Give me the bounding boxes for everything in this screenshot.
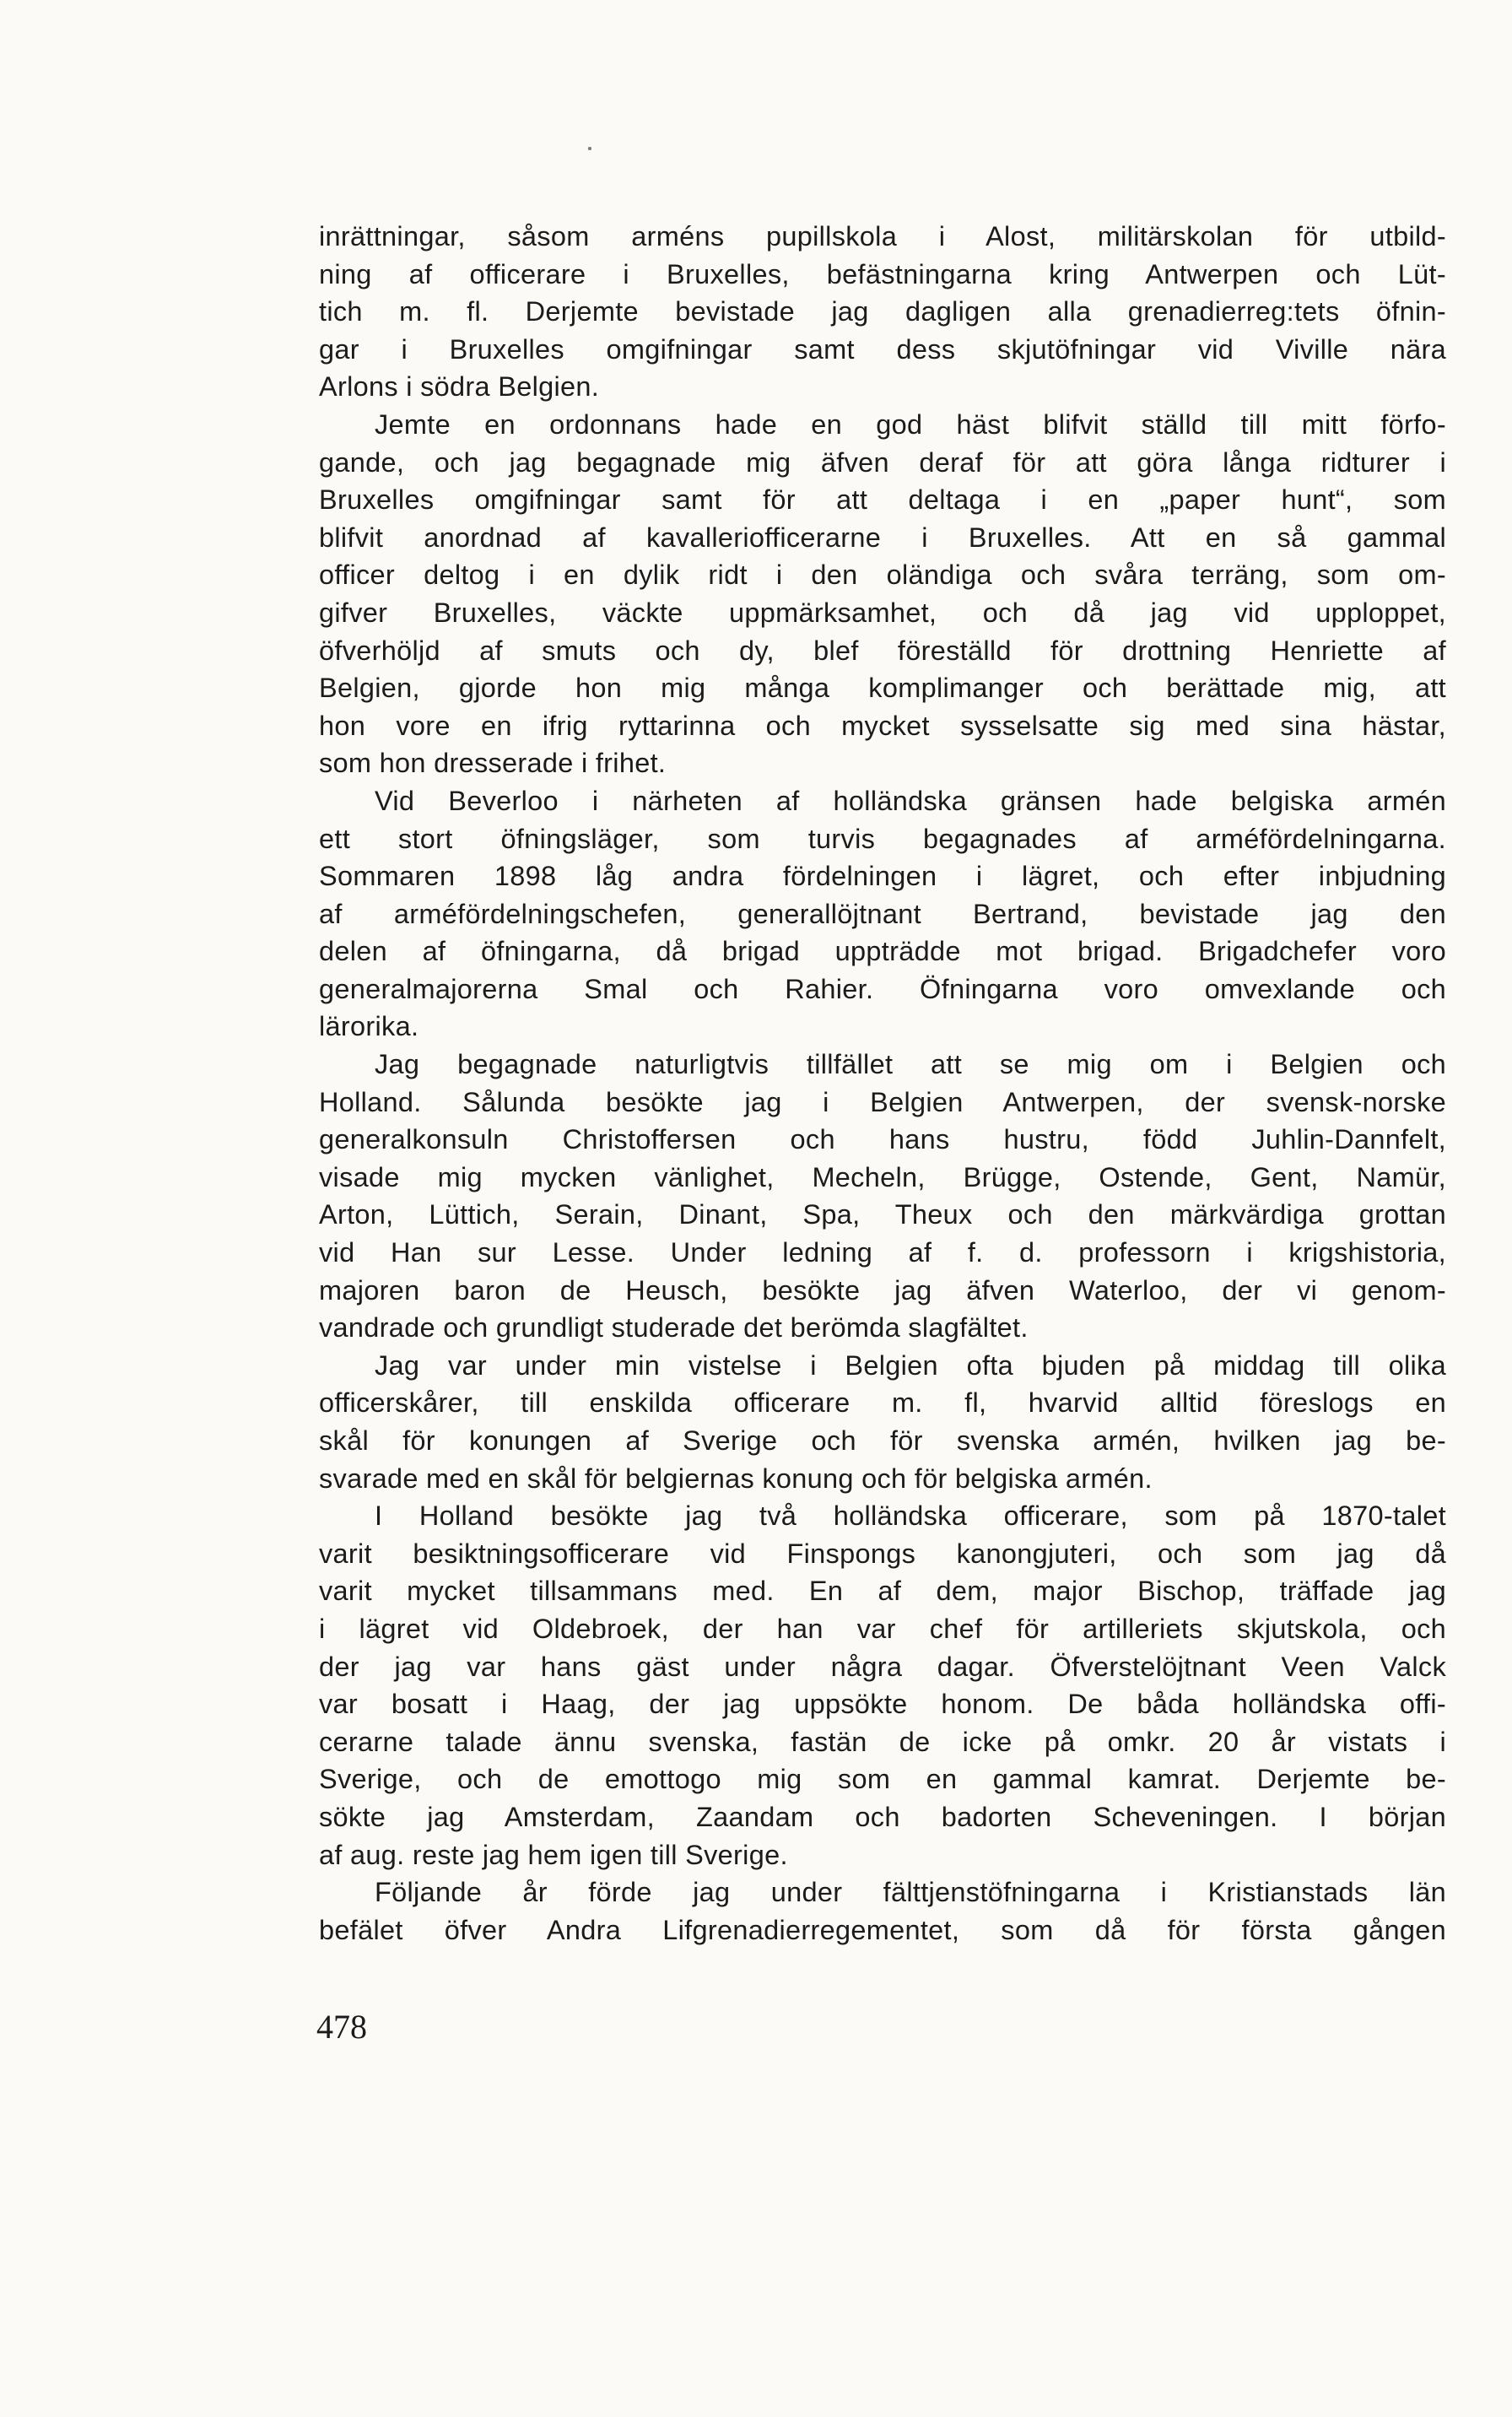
text-line: Följande år förde jag under fälttjenstöfningarna i Kristianstads län — [375, 1877, 1446, 1908]
text-line: sökte jag Amsterdam, Zaandam och badorten Scheveningen. I början — [319, 1801, 1446, 1832]
text-line: Belgien, gjorde hon mig många komplimanger och berättade mig, att — [319, 673, 1446, 704]
text-line: gande, och jag begagnade mig äfven deraf för att göra långa ridturer i — [319, 446, 1446, 478]
text-line: delen af öfningarna, då brigad uppträdde mot brigad. Brigadchefer voro — [319, 936, 1446, 967]
text-line: generalmajorerna Smal och Rahier. Öfningarna voro omvexlande och — [319, 973, 1446, 1004]
text-line: befälet öfver Andra Lifgrenadierregementet, som då för första gången — [319, 1914, 1446, 1945]
body-text — [319, 218, 1446, 1949]
text-line: officer deltog i en dylik ridt i den oländiga och svåra terräng, som om- — [319, 560, 1446, 591]
text-line: ning af officerare i Bruxelles, befästningarna kring Antwerpen och Lüt- — [319, 258, 1446, 289]
text-line: vandrade och grundligt studerade det berömda slagfältet. — [319, 1312, 1029, 1344]
text-line: Sommaren 1898 låg andra fördelningen i lägret, och efter inbjudning — [319, 861, 1446, 892]
text-line: inrättningar, såsom arméns pupillskola i Alost, militärskolan för utbild- — [319, 221, 1446, 251]
text-line: i lägret vid Oldebroek, der han var chef för artilleriets skjutskola, och — [319, 1613, 1446, 1644]
text-line: Sverige, och de emottogo mig som en gammal kamrat. Derjemte be- — [319, 1764, 1446, 1795]
print-speck — [588, 147, 591, 150]
text-line: cerarne talade ännu svenska, fastän de icke på omkr. 20 år vistats i — [319, 1726, 1446, 1757]
text-line: officerskårer, till enskilda officerare m. fl, hvarvid alltid föreslogs en — [319, 1387, 1446, 1419]
text-line: Bruxelles omgifningar samt för att deltaga i en „paper hunt“, som — [319, 484, 1446, 516]
text-line: varit besiktningsofficerare vid Finspongs kanongjuteri, och som jag då — [319, 1538, 1446, 1569]
text-line: Arton, Lüttich, Serain, Dinant, Spa, Theux och den märkvärdiga grottan — [319, 1199, 1446, 1230]
text-line: öfverhöljd af smuts och dy, blef föreställd för drottning Henriette af — [319, 635, 1446, 666]
text-line: gar i Bruxelles omgifningar samt dess skjutöfningar vid Viville nära — [319, 333, 1446, 365]
text-line: skål för konungen af Sverige och för svenska armén, hvilken jag be- — [319, 1425, 1446, 1456]
text-line: var bosatt i Haag, der jag uppsökte honom. De båda holländska offi- — [319, 1689, 1446, 1720]
text-line: Arlons i södra Belgien. — [319, 371, 600, 403]
text-line: hon vore en ifrig ryttarinna och mycket sysselsatte sig med sina hästar, — [319, 710, 1446, 741]
text-line: Jag begagnade naturligtvis tillfället att se mig om i Belgien och — [375, 1049, 1446, 1080]
text-line: Jemte en ordonnans hade en god häst blifvit ställd till mitt förfo- — [375, 408, 1446, 440]
text-line: Jag var under min vistelse i Belgien ofta bjuden på middag till olika — [375, 1349, 1446, 1381]
text-line: der jag var hans gäst under några dagar. Öfverstelöjtnant Veen Valck — [319, 1651, 1446, 1682]
text-line: gifver Bruxelles, väckte uppmärksamhet, och då jag vid upploppet, — [319, 597, 1446, 628]
text-line: Vid Beverloo i närheten af holländska gränsen hade belgiska armén — [375, 785, 1446, 816]
text-line: af arméfördelningschefen, generallöjtnant Bertrand, bevistade jag den — [319, 898, 1446, 929]
text-line: I Holland besökte jag två holländska officerare, som på 1870-talet — [375, 1500, 1446, 1532]
text-line: ett stort öfningsläger, som turvis begagnades af arméfördelningarna. — [319, 823, 1446, 854]
text-line: generalkonsuln Christoffersen och hans hustru, född Juhlin-Dannfelt, — [319, 1124, 1446, 1155]
text-line: svarade med en skål för belgiernas konung och för belgiska armén. — [319, 1463, 1153, 1494]
text-line: visade mig mycken vänlighet, Mecheln, Brügge, Ostende, Gent, Namür, — [319, 1161, 1446, 1192]
text-line: vid Han sur Lesse. Under ledning af f. d. professorn i krigshistoria, — [319, 1237, 1446, 1268]
text-line: blifvit anordnad af kavalleriofficerarne i Bruxelles. Att en så gammal — [319, 522, 1446, 553]
text-line: lärorika. — [319, 1011, 419, 1042]
text-line: som hon dresserade i frihet. — [319, 748, 667, 779]
page-number: 478 — [316, 2008, 367, 2046]
text-line: af aug. reste jag hem igen till Sverige. — [319, 1839, 788, 1870]
text-line: varit mycket tillsammans med. En af dem, major Bischop, träffade jag — [319, 1576, 1446, 1607]
text-line: majoren baron de Heusch, besökte jag äfven Waterloo, der vi genom- — [319, 1274, 1446, 1306]
text-line: tich m. fl. Derjemte bevistade jag dagligen alla grenadierreg:tets öfnin- — [319, 296, 1446, 327]
text-line: Holland. Sålunda besökte jag i Belgien Antwerpen, der svensk-norske — [319, 1086, 1446, 1117]
